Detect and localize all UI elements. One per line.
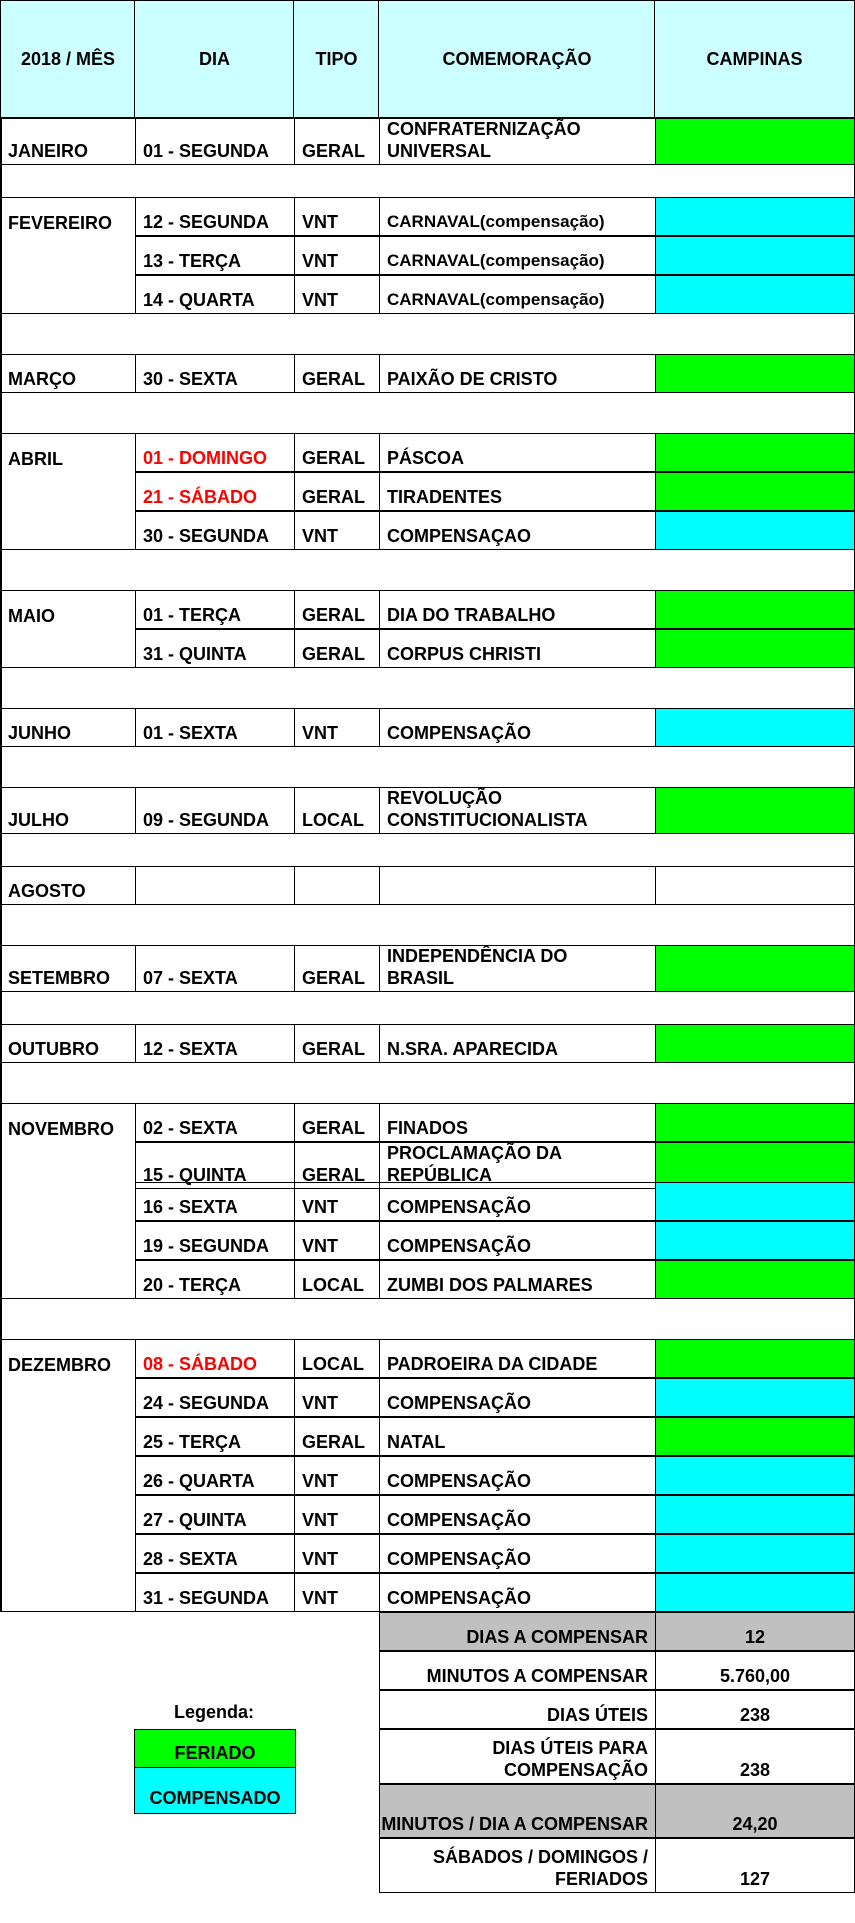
type-cell: GERAL <box>294 590 380 629</box>
type-cell: VNT <box>294 197 380 236</box>
campinas-status-cell <box>655 1378 855 1417</box>
header-commemoration: COMEMORAÇÃO <box>378 0 656 118</box>
month-cell: JUNHO <box>0 708 136 747</box>
day-cell <box>135 866 295 905</box>
type-cell: GERAL <box>294 354 380 393</box>
commemoration-cell: TIRADENTES <box>379 472 656 511</box>
day-cell: 31 - SEGUNDA <box>135 1573 295 1612</box>
campinas-status-cell <box>655 472 855 511</box>
day-cell: 07 - SEXTA <box>135 945 295 992</box>
month-cell: MAIO <box>0 590 136 629</box>
summary-label: MINUTOS A COMPENSAR <box>379 1651 656 1690</box>
month-cell: ABRIL <box>0 433 136 472</box>
day-cell: 15 - QUINTA <box>135 1142 295 1189</box>
type-cell: GERAL <box>294 1417 380 1456</box>
type-cell: VNT <box>294 1495 380 1534</box>
day-cell: 09 - SEGUNDA <box>135 787 295 834</box>
campinas-status-cell <box>655 197 855 236</box>
month-cell <box>0 472 136 511</box>
legend-title: Legenda: <box>173 1701 254 1722</box>
month-cell <box>0 1495 136 1534</box>
table-left-border <box>0 118 2 1612</box>
day-cell: 30 - SEXTA <box>135 354 295 393</box>
commemoration-cell: COMPENSAÇÃO <box>379 1534 656 1573</box>
type-cell: VNT <box>294 1573 380 1612</box>
commemoration-cell: COMPENSAÇÃO <box>379 708 656 747</box>
summary-value: 5.760,00 <box>655 1651 855 1690</box>
campinas-status-cell <box>655 1260 855 1299</box>
day-cell: 25 - TERÇA <box>135 1417 295 1456</box>
campinas-status-cell <box>655 1339 855 1378</box>
type-cell: LOCAL <box>294 1260 380 1299</box>
commemoration-cell: CONFRATERNIZAÇÃO UNIVERSAL <box>379 118 656 165</box>
day-cell: 24 - SEGUNDA <box>135 1378 295 1417</box>
month-cell <box>0 511 136 550</box>
summary-label: SÁBADOS / DOMINGOS / FERIADOS <box>379 1838 656 1893</box>
month-cell: SETEMBRO <box>0 945 136 992</box>
type-cell: GERAL <box>294 433 380 472</box>
type-cell: GERAL <box>294 1024 380 1063</box>
commemoration-cell: CORPUS CHRISTI <box>379 629 656 668</box>
campinas-status-cell <box>655 590 855 629</box>
day-cell: 19 - SEGUNDA <box>135 1221 295 1260</box>
day-cell: 21 - SÁBADO <box>135 472 295 511</box>
type-cell: LOCAL <box>294 787 380 834</box>
commemoration-cell: COMPENSAÇAO <box>379 511 656 550</box>
type-cell: VNT <box>294 275 380 314</box>
type-cell <box>294 866 380 905</box>
type-cell: VNT <box>294 1221 380 1260</box>
summary-value: 127 <box>655 1838 855 1893</box>
day-cell: 12 - SEXTA <box>135 1024 295 1063</box>
commemoration-cell: PROCLAMAÇÃO DA REPÚBLICA <box>379 1142 656 1189</box>
summary-label: MINUTOS / DIA A COMPENSAR <box>379 1784 656 1838</box>
legend-compensado: COMPENSADO <box>134 1767 296 1814</box>
campinas-status-cell <box>655 1417 855 1456</box>
summary-label: DIAS ÚTEIS <box>379 1690 656 1729</box>
campinas-status-cell <box>655 1456 855 1495</box>
campinas-status-cell <box>655 945 855 992</box>
day-cell: 01 - DOMINGO <box>135 433 295 472</box>
month-cell <box>0 1573 136 1612</box>
month-cell <box>0 1260 136 1299</box>
month-cell <box>0 1534 136 1573</box>
campinas-status-cell <box>655 118 855 165</box>
header-year-month: 2018 / MÊS <box>0 0 136 118</box>
month-cell <box>0 1456 136 1495</box>
commemoration-cell: PADROEIRA DA CIDADE <box>379 1339 656 1378</box>
campinas-status-cell <box>655 1221 855 1260</box>
type-cell: GERAL <box>294 945 380 992</box>
legend-feriado: FERIADO <box>134 1729 296 1769</box>
campinas-status-cell <box>655 354 855 393</box>
commemoration-cell <box>379 866 656 905</box>
campinas-status-cell <box>655 1024 855 1063</box>
month-cell <box>0 275 136 314</box>
summary-label: DIAS A COMPENSAR <box>379 1612 656 1651</box>
month-cell <box>0 1221 136 1260</box>
summary-value: 12 <box>655 1612 855 1651</box>
month-cell: MARÇO <box>0 354 136 393</box>
commemoration-cell: COMPENSAÇÃO <box>379 1378 656 1417</box>
commemoration-cell: COMPENSAÇÃO <box>379 1495 656 1534</box>
month-cell <box>0 1182 136 1221</box>
month-cell <box>0 236 136 275</box>
commemoration-cell: CARNAVAL(compensação) <box>379 236 656 275</box>
type-cell: GERAL <box>294 1142 380 1189</box>
header-campinas: CAMPINAS <box>654 0 855 118</box>
type-cell: GERAL <box>294 472 380 511</box>
commemoration-cell: ZUMBI DOS PALMARES <box>379 1260 656 1299</box>
month-cell: OUTUBRO <box>0 1024 136 1063</box>
type-cell: VNT <box>294 236 380 275</box>
campinas-status-cell <box>655 629 855 668</box>
commemoration-cell: FINADOS <box>379 1103 656 1142</box>
commemoration-cell: PÁSCOA <box>379 433 656 472</box>
campinas-status-cell <box>655 1495 855 1534</box>
commemoration-cell: CARNAVAL(compensação) <box>379 275 656 314</box>
day-cell: 14 - QUARTA <box>135 275 295 314</box>
commemoration-cell: INDEPENDÊNCIA DO BRASIL <box>379 945 656 992</box>
type-cell: VNT <box>294 511 380 550</box>
type-cell: GERAL <box>294 118 380 165</box>
commemoration-cell: COMPENSAÇÃO <box>379 1221 656 1260</box>
commemoration-cell: N.SRA. APARECIDA <box>379 1024 656 1063</box>
type-cell: VNT <box>294 1378 380 1417</box>
day-cell: 31 - QUINTA <box>135 629 295 668</box>
summary-value: 24,20 <box>655 1784 855 1838</box>
month-cell: DEZEMBRO <box>0 1339 136 1378</box>
summary-value: 238 <box>655 1729 855 1784</box>
type-cell: VNT <box>294 708 380 747</box>
month-cell: FEVEREIRO <box>0 197 136 236</box>
commemoration-cell: COMPENSAÇÃO <box>379 1182 656 1221</box>
day-cell: 28 - SEXTA <box>135 1534 295 1573</box>
campinas-status-cell <box>655 708 855 747</box>
commemoration-cell: NATAL <box>379 1417 656 1456</box>
campinas-status-cell <box>655 1534 855 1573</box>
type-cell: GERAL <box>294 629 380 668</box>
month-cell: JULHO <box>0 787 136 834</box>
commemoration-cell: DIA DO TRABALHO <box>379 590 656 629</box>
day-cell: 12 - SEGUNDA <box>135 197 295 236</box>
type-cell: VNT <box>294 1456 380 1495</box>
campinas-status-cell <box>655 866 855 905</box>
day-cell: 08 - SÁBADO <box>135 1339 295 1378</box>
campinas-status-cell <box>655 433 855 472</box>
campinas-status-cell <box>655 1103 855 1142</box>
type-cell: GERAL <box>294 1103 380 1142</box>
commemoration-cell: REVOLUÇÃO CONSTITUCIONALISTA <box>379 787 656 834</box>
header-type: TIPO <box>293 0 380 118</box>
campinas-status-cell <box>655 787 855 834</box>
commemoration-cell: PAIXÃO DE CRISTO <box>379 354 656 393</box>
commemoration-cell: COMPENSAÇÃO <box>379 1456 656 1495</box>
month-cell: JANEIRO <box>0 118 136 165</box>
day-cell: 02 - SEXTA <box>135 1103 295 1142</box>
day-cell: 16 - SEXTA <box>135 1182 295 1221</box>
day-cell: 30 - SEGUNDA <box>135 511 295 550</box>
month-cell <box>0 1378 136 1417</box>
campinas-status-cell <box>655 511 855 550</box>
month-cell: AGOSTO <box>0 866 136 905</box>
day-cell: 13 - TERÇA <box>135 236 295 275</box>
commemoration-cell: COMPENSAÇÃO <box>379 1573 656 1612</box>
day-cell: 01 - SEGUNDA <box>135 118 295 165</box>
type-cell: LOCAL <box>294 1339 380 1378</box>
day-cell: 26 - QUARTA <box>135 1456 295 1495</box>
type-cell: VNT <box>294 1534 380 1573</box>
day-cell: 01 - TERÇA <box>135 590 295 629</box>
month-cell <box>0 629 136 668</box>
campinas-status-cell <box>655 1573 855 1612</box>
campinas-status-cell <box>655 275 855 314</box>
month-cell: NOVEMBRO <box>0 1103 136 1142</box>
campinas-status-cell <box>655 1182 855 1221</box>
day-cell: 20 - TERÇA <box>135 1260 295 1299</box>
summary-label: DIAS ÚTEIS PARA COMPENSAÇÃO <box>379 1729 656 1784</box>
month-cell <box>0 1417 136 1456</box>
campinas-status-cell <box>655 236 855 275</box>
day-cell: 27 - QUINTA <box>135 1495 295 1534</box>
header-day: DIA <box>134 0 295 118</box>
day-cell: 01 - SEXTA <box>135 708 295 747</box>
summary-value: 238 <box>655 1690 855 1729</box>
commemoration-cell: CARNAVAL(compensação) <box>379 197 656 236</box>
type-cell: VNT <box>294 1182 380 1221</box>
